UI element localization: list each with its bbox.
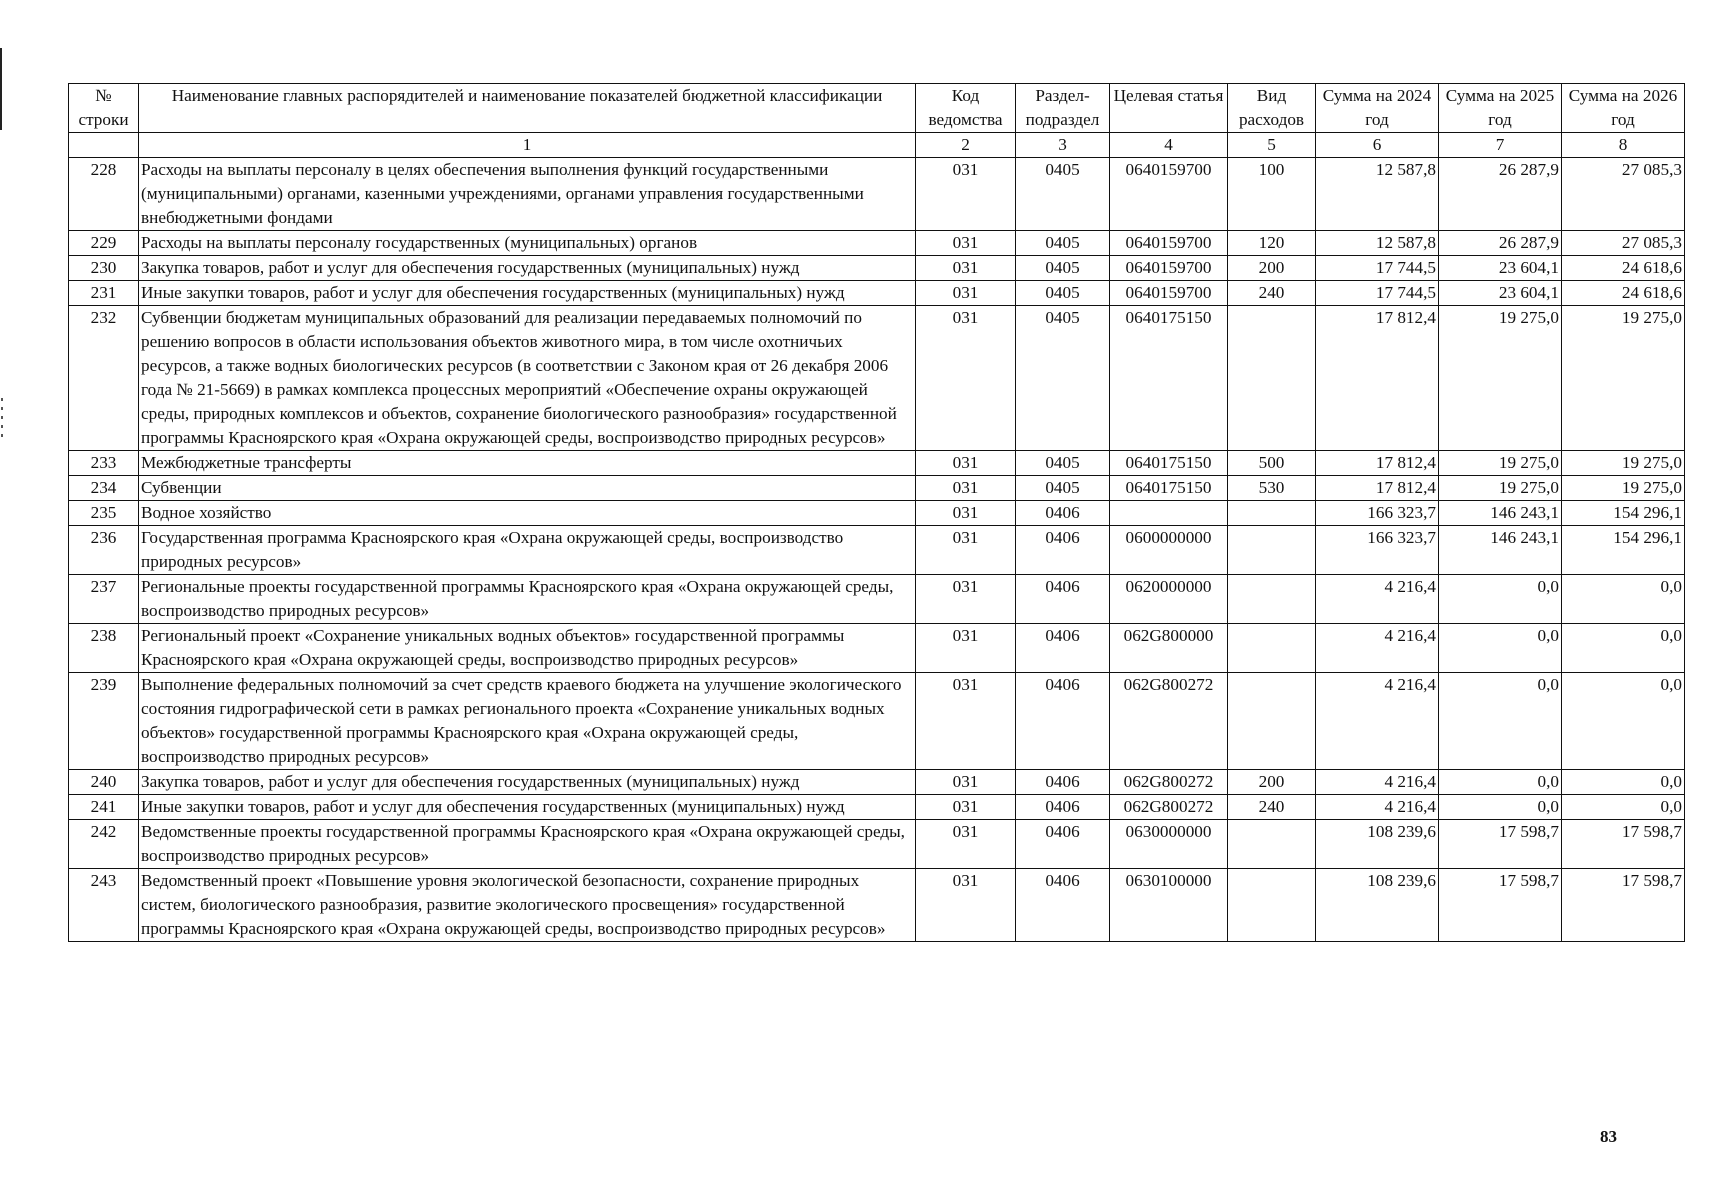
row-sum-2026: 19 275,0	[1562, 451, 1685, 476]
row-dept: 031	[916, 476, 1016, 501]
row-dept: 031	[916, 770, 1016, 795]
row-exp: 100	[1228, 158, 1316, 231]
row-exp	[1228, 526, 1316, 575]
row-sum-2024: 108 239,6	[1316, 820, 1439, 869]
row-num: 234	[69, 476, 139, 501]
row-name: Региональный проект «Сохранение уникальных водных объектов» государственной программы Красноярского края «Охрана окружающей среды, воспроизводство природных ресурсов»	[139, 624, 916, 673]
row-sum-2024: 166 323,7	[1316, 526, 1439, 575]
table-row	[69, 256, 1685, 281]
row-exp: 200	[1228, 770, 1316, 795]
table-row	[69, 158, 1685, 231]
col-index: 6	[1316, 133, 1439, 158]
row-sum-2024: 12 587,8	[1316, 158, 1439, 231]
row-sum-2025: 26 287,9	[1439, 158, 1562, 231]
row-name: Иные закупки товаров, работ и услуг для обеспечения государственных (муниципальных) нужд	[139, 281, 916, 306]
row-num: 230	[69, 256, 139, 281]
row-num: 243	[69, 869, 139, 942]
row-sum-2025: 146 243,1	[1439, 526, 1562, 575]
table-row	[69, 770, 1685, 795]
row-num: 237	[69, 575, 139, 624]
row-sum-2026: 27 085,3	[1562, 231, 1685, 256]
row-num: 241	[69, 795, 139, 820]
row-sum-2025: 19 275,0	[1439, 306, 1562, 451]
row-exp: 530	[1228, 476, 1316, 501]
header-exp-type: Вид расходов	[1228, 84, 1316, 133]
row-section: 0406	[1016, 795, 1110, 820]
row-section: 0406	[1016, 526, 1110, 575]
row-dept: 031	[916, 869, 1016, 942]
row-num: 229	[69, 231, 139, 256]
row-target: 0640159700	[1110, 281, 1228, 306]
table-row	[69, 795, 1685, 820]
row-sum-2026: 0,0	[1562, 770, 1685, 795]
row-sum-2024: 17 812,4	[1316, 476, 1439, 501]
row-exp: 240	[1228, 795, 1316, 820]
row-sum-2024: 17 812,4	[1316, 306, 1439, 451]
row-sum-2026: 0,0	[1562, 624, 1685, 673]
table-row	[69, 820, 1685, 869]
row-dept: 031	[916, 281, 1016, 306]
header-dept: Код ведомства	[916, 84, 1016, 133]
row-num: 232	[69, 306, 139, 451]
col-index: 7	[1439, 133, 1562, 158]
row-num: 231	[69, 281, 139, 306]
col-index	[69, 133, 139, 158]
header-sum-2025: Сумма на 2025 год	[1439, 84, 1562, 133]
row-sum-2024: 17 744,5	[1316, 256, 1439, 281]
row-num: 242	[69, 820, 139, 869]
row-target: 0640159700	[1110, 256, 1228, 281]
row-target: 062G800272	[1110, 770, 1228, 795]
col-index: 1	[139, 133, 916, 158]
row-sum-2025: 0,0	[1439, 575, 1562, 624]
row-name: Иные закупки товаров, работ и услуг для обеспечения государственных (муниципальных) нужд	[139, 795, 916, 820]
row-sum-2025: 19 275,0	[1439, 451, 1562, 476]
row-dept: 031	[916, 158, 1016, 231]
row-exp	[1228, 306, 1316, 451]
row-sum-2024: 166 323,7	[1316, 501, 1439, 526]
header-row	[69, 84, 1685, 133]
row-name: Расходы на выплаты персоналу в целях обеспечения выполнения функций государственными (муниципальными) органами, казенными учреждениями, органами управления государственными внебюджетными фондами	[139, 158, 916, 231]
row-sum-2026: 27 085,3	[1562, 158, 1685, 231]
table-row	[69, 526, 1685, 575]
row-target: 0640175150	[1110, 306, 1228, 451]
row-name: Ведомственные проекты государственной программы Красноярского края «Охрана окружающей среды, воспроизводство природных ресурсов»	[139, 820, 916, 869]
row-exp: 240	[1228, 281, 1316, 306]
table-body	[69, 158, 1685, 942]
row-target: 062G800272	[1110, 673, 1228, 770]
row-exp	[1228, 820, 1316, 869]
row-num: 239	[69, 673, 139, 770]
row-target	[1110, 501, 1228, 526]
row-sum-2026: 0,0	[1562, 575, 1685, 624]
row-sum-2024: 12 587,8	[1316, 231, 1439, 256]
row-exp	[1228, 575, 1316, 624]
row-sum-2025: 26 287,9	[1439, 231, 1562, 256]
row-dept: 031	[916, 820, 1016, 869]
header-target: Целевая статья	[1110, 84, 1228, 133]
row-sum-2024: 4 216,4	[1316, 770, 1439, 795]
row-name: Водное хозяйство	[139, 501, 916, 526]
row-sum-2024: 108 239,6	[1316, 869, 1439, 942]
row-name: Ведомственный проект «Повышение уровня экологической безопасности, сохранение природных систем, биологического разнообразия, развитие экологического просвещения» государственной программы Красноярского края «Охрана окружающей среды, воспроизводство природных ресурсов»	[139, 869, 916, 942]
row-target: 0630100000	[1110, 869, 1228, 942]
row-num: 236	[69, 526, 139, 575]
row-name: Расходы на выплаты персоналу государственных (муниципальных) органов	[139, 231, 916, 256]
row-target: 0630000000	[1110, 820, 1228, 869]
col-index: 5	[1228, 133, 1316, 158]
header-sum-2026: Сумма на 2026 год	[1562, 84, 1685, 133]
row-sum-2026: 24 618,6	[1562, 281, 1685, 306]
row-sum-2025: 0,0	[1439, 673, 1562, 770]
row-sum-2025: 0,0	[1439, 624, 1562, 673]
row-sum-2024: 4 216,4	[1316, 673, 1439, 770]
table-row	[69, 869, 1685, 942]
row-sum-2025: 17 598,7	[1439, 869, 1562, 942]
table-row	[69, 306, 1685, 451]
row-dept: 031	[916, 256, 1016, 281]
row-sum-2025: 23 604,1	[1439, 256, 1562, 281]
row-section: 0405	[1016, 306, 1110, 451]
row-exp	[1228, 673, 1316, 770]
row-target: 062G800000	[1110, 624, 1228, 673]
row-dept: 031	[916, 501, 1016, 526]
row-section: 0405	[1016, 476, 1110, 501]
row-dept: 031	[916, 624, 1016, 673]
row-num: 228	[69, 158, 139, 231]
row-exp	[1228, 624, 1316, 673]
row-sum-2026: 24 618,6	[1562, 256, 1685, 281]
row-sum-2024: 17 744,5	[1316, 281, 1439, 306]
row-dept: 031	[916, 306, 1016, 451]
row-exp: 500	[1228, 451, 1316, 476]
row-sum-2025: 23 604,1	[1439, 281, 1562, 306]
row-section: 0406	[1016, 501, 1110, 526]
row-name: Субвенции	[139, 476, 916, 501]
row-dept: 031	[916, 575, 1016, 624]
row-section: 0405	[1016, 281, 1110, 306]
row-exp: 200	[1228, 256, 1316, 281]
row-sum-2026: 19 275,0	[1562, 306, 1685, 451]
col-index: 4	[1110, 133, 1228, 158]
row-sum-2026: 154 296,1	[1562, 526, 1685, 575]
row-section: 0405	[1016, 158, 1110, 231]
row-sum-2024: 17 812,4	[1316, 451, 1439, 476]
row-section: 0405	[1016, 256, 1110, 281]
table-row	[69, 476, 1685, 501]
row-sum-2026: 154 296,1	[1562, 501, 1685, 526]
column-index-row	[69, 133, 1685, 158]
row-sum-2024: 4 216,4	[1316, 624, 1439, 673]
row-section: 0406	[1016, 869, 1110, 942]
row-section: 0406	[1016, 770, 1110, 795]
row-sum-2026: 17 598,7	[1562, 820, 1685, 869]
row-sum-2025: 146 243,1	[1439, 501, 1562, 526]
table-row	[69, 451, 1685, 476]
row-sum-2026: 0,0	[1562, 795, 1685, 820]
header-num: № строки	[69, 84, 139, 133]
row-name: Закупка товаров, работ и услуг для обеспечения государственных (муниципальных) нужд	[139, 770, 916, 795]
row-section: 0406	[1016, 575, 1110, 624]
row-sum-2025: 17 598,7	[1439, 820, 1562, 869]
scan-edge-dots	[1, 398, 3, 440]
row-target: 0620000000	[1110, 575, 1228, 624]
row-target: 0600000000	[1110, 526, 1228, 575]
table-row	[69, 501, 1685, 526]
row-name: Государственная программа Красноярского края «Охрана окружающей среды, воспроизводство природных ресурсов»	[139, 526, 916, 575]
row-name: Закупка товаров, работ и услуг для обеспечения государственных (муниципальных) нужд	[139, 256, 916, 281]
row-section: 0405	[1016, 231, 1110, 256]
row-dept: 031	[916, 673, 1016, 770]
page-number: 83	[1600, 1127, 1617, 1146]
row-sum-2026: 17 598,7	[1562, 869, 1685, 942]
row-target: 0640175150	[1110, 451, 1228, 476]
row-sum-2026: 19 275,0	[1562, 476, 1685, 501]
table-row	[69, 673, 1685, 770]
scan-edge-mark	[0, 48, 2, 130]
table-row	[69, 281, 1685, 306]
row-exp	[1228, 501, 1316, 526]
table-row	[69, 575, 1685, 624]
row-sum-2026: 0,0	[1562, 673, 1685, 770]
row-exp: 120	[1228, 231, 1316, 256]
header-sum-2024: Сумма на 2024 год	[1316, 84, 1439, 133]
row-sum-2024: 4 216,4	[1316, 575, 1439, 624]
row-name: Выполнение федеральных полномочий за счет средств краевого бюджета на улучшение экологического состояния гидрографической сети в рамках регионального проекта «Сохранение уникальных водных объектов» государственной программы Красноярского края «Охрана окружающей среды, воспроизводство природных ресурсов»	[139, 673, 916, 770]
row-section: 0406	[1016, 820, 1110, 869]
row-sum-2024: 4 216,4	[1316, 795, 1439, 820]
row-sum-2025: 0,0	[1439, 770, 1562, 795]
row-sum-2025: 19 275,0	[1439, 476, 1562, 501]
table-row	[69, 624, 1685, 673]
row-exp	[1228, 869, 1316, 942]
row-name: Субвенции бюджетам муниципальных образований для реализации передаваемых полномочий по решению вопросов в области использования объектов животного мира, в том числе охотничьих ресурсов, а также водных биологических ресурсов (в соответствии с Законом края от 26 декабря 2006 года № 21-5669) в рамках комплекса процессных мероприятий «Обеспечение охраны окружающей среды, природных комплексов и объектов, сохранение биологического разнообразия» государственной программы Красноярского края «Охрана окружающей среды, воспроизводство природных ресурсов»	[139, 306, 916, 451]
row-dept: 031	[916, 526, 1016, 575]
col-index: 8	[1562, 133, 1685, 158]
row-target: 0640159700	[1110, 231, 1228, 256]
row-section: 0405	[1016, 451, 1110, 476]
row-num: 235	[69, 501, 139, 526]
row-target: 062G800272	[1110, 795, 1228, 820]
row-num: 233	[69, 451, 139, 476]
col-index: 3	[1016, 133, 1110, 158]
row-num: 240	[69, 770, 139, 795]
row-name: Межбюджетные трансферты	[139, 451, 916, 476]
row-target: 0640159700	[1110, 158, 1228, 231]
table-row	[69, 231, 1685, 256]
row-dept: 031	[916, 231, 1016, 256]
row-dept: 031	[916, 451, 1016, 476]
budget-table	[68, 83, 1685, 942]
header-name: Наименование главных распорядителей и наименование показателей бюджетной классификации	[139, 84, 916, 133]
row-target: 0640175150	[1110, 476, 1228, 501]
row-dept: 031	[916, 795, 1016, 820]
row-section: 0406	[1016, 673, 1110, 770]
row-sum-2025: 0,0	[1439, 795, 1562, 820]
header-section: Раздел-подраздел	[1016, 84, 1110, 133]
col-index: 2	[916, 133, 1016, 158]
row-num: 238	[69, 624, 139, 673]
row-section: 0406	[1016, 624, 1110, 673]
row-name: Региональные проекты государственной программы Красноярского края «Охрана окружающей среды, воспроизводство природных ресурсов»	[139, 575, 916, 624]
